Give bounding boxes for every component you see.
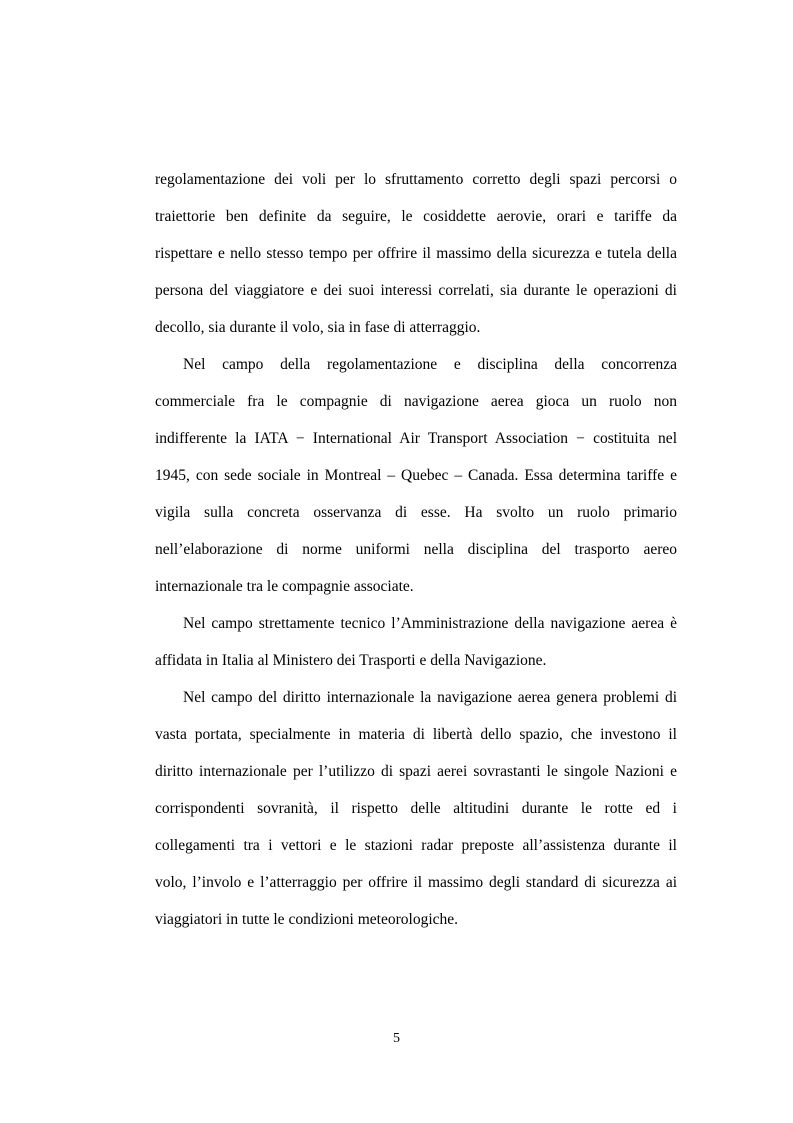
text-line: vasta portata, specialmente in materia di libertà dello spazio, che investono il xyxy=(155,726,677,743)
page-body-text xyxy=(155,161,677,938)
paragraph xyxy=(155,605,677,679)
text-line: Nel campo della regolamentazione e disciplina della concorrenza xyxy=(183,356,677,373)
text-line: Nel campo strettamente tecnico l’Amministrazione della navigazione aerea è xyxy=(183,615,677,632)
text-line: vigila sulla concreta osservanza di esse. Ha svolto un ruolo primario xyxy=(155,504,677,521)
text-line: decollo, sia durante il volo, sia in fase di atterraggio. xyxy=(155,319,481,336)
text-line: viaggiatori in tutte le condizioni meteorologiche. xyxy=(155,911,459,928)
text-line: internazionale tra le compagnie associate. xyxy=(155,578,414,595)
text-line: affidata in Italia al Ministero dei Trasporti e della Navigazione. xyxy=(155,652,547,669)
text-line: volo, l’involo e l’atterraggio per offrire il massimo degli standard di sicurezza ai xyxy=(155,874,677,891)
text-line: indifferente la IATA − International Air Transport Association − costituita nel xyxy=(155,430,677,447)
text-line: collegamenti tra i vettori e le stazioni radar preposte all’assistenza durante il xyxy=(155,837,677,854)
text-line: rispettare e nello stesso tempo per offrire il massimo della sicurezza e tutela della xyxy=(155,245,677,262)
text-line: nell’elaborazione di norme uniformi nella disciplina del trasporto aereo xyxy=(155,541,677,558)
text-line: corrispondenti sovranità, il rispetto delle altitudini durante le rotte ed i xyxy=(155,800,677,817)
text-line: diritto internazionale per l’utilizzo di spazi aerei sovrastanti le singole Nazioni e xyxy=(155,763,677,780)
paragraph xyxy=(155,679,677,938)
text-line: commerciale fra le compagnie di navigazione aerea gioca un ruolo non xyxy=(155,393,677,410)
paragraph xyxy=(155,346,677,605)
text-line: 1945, con sede sociale in Montreal – Quebec – Canada. Essa determina tariffe e xyxy=(155,467,677,484)
text-line: Nel campo del diritto internazionale la navigazione aerea genera problemi di xyxy=(183,689,677,706)
paragraph xyxy=(155,161,677,346)
text-line: regolamentazione dei voli per lo sfruttamento corretto degli spazi percorsi o xyxy=(155,171,677,188)
page-number: 5 xyxy=(393,1031,400,1046)
text-line: persona del viaggiatore e dei suoi interessi correlati, sia durante le operazioni di xyxy=(155,282,677,299)
text-line: traiettorie ben definite da seguire, le cosiddette aerovie, orari e tariffe da xyxy=(155,208,677,225)
